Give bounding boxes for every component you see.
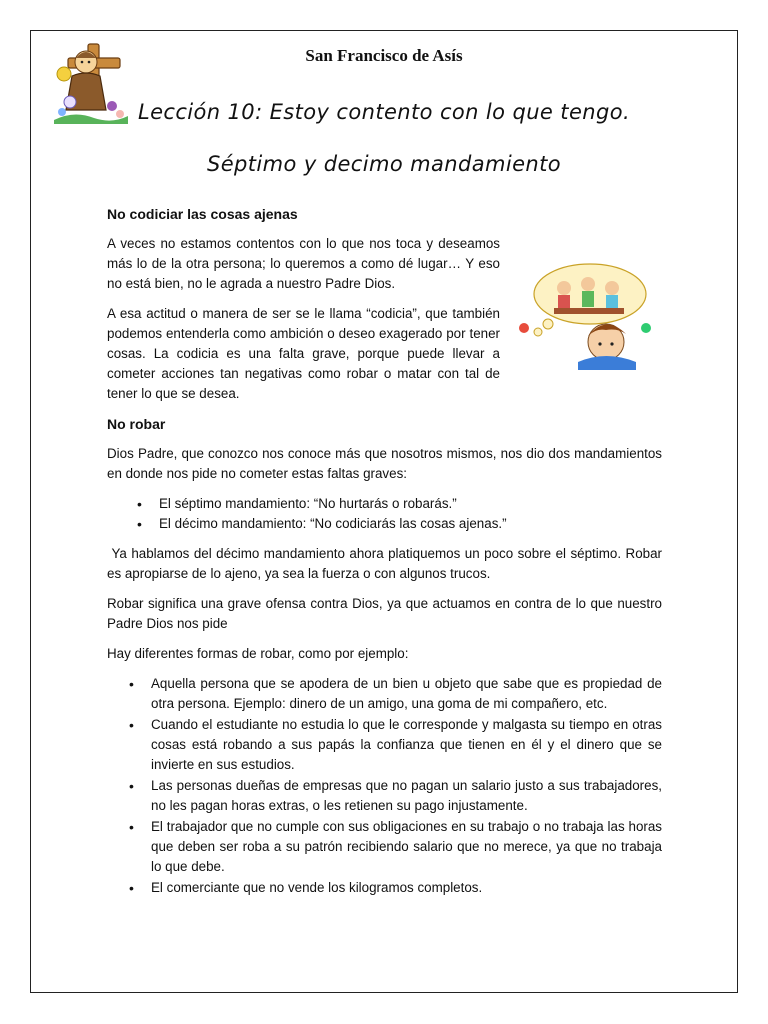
list-item: • Las personas dueñas de empresas que no pagan un salario justo a sus trabajadores, no les pagan horas extras, o les retienen su pago injustamente.: [107, 776, 662, 816]
section-heading-codicia: No codiciar las cosas ajenas: [107, 206, 298, 222]
lesson-content: [107, 204, 666, 908]
school-name: San Francisco de Asís: [305, 46, 463, 65]
list-item: • El trabajador que no cumple con sus obligaciones en su trabajo o no trabaja las horas que deben ser roba a su patrón recibiendo salario que no merece, ya que no trabaja lo que debe.: [107, 817, 662, 877]
paragraph-ofensa: Robar significa una grave ofensa contra Dios, ya que actuamos en contra de lo que nuestro Padre Dios nos pide: [107, 596, 662, 631]
paragraph-commandments-intro: Dios Padre, que conozco nos conoce más que nosotros mismos, nos dio dos mandamientos en donde nos pide no cometer estas faltas graves:: [107, 446, 662, 481]
list-item: • El comerciante que no vende los kilogramos completos.: [107, 878, 662, 898]
list-item: • Cuando el estudiante no estudia lo que le corresponde y malgasta su tiempo en otras cosas está robando a sus papás la confianza que tienen en él y el dinero que se invierte en sus estudios.: [107, 715, 662, 775]
lesson-subtitle: Séptimo y decimo mandamiento: [207, 152, 561, 176]
paragraph-formas: Hay diferentes formas de robar, como por ejemplo:: [107, 646, 409, 661]
paragraph-septimo: Ya hablamos del décimo mandamiento ahora platiquemos un poco sobre el séptimo. Robar es apropiarse de lo ajeno, ya sea la fuerza o con algunos trucos.: [107, 546, 666, 581]
list-item: • El décimo mandamiento: “No codiciarás las cosas ajenas.”: [107, 514, 662, 534]
commandments-list: [107, 494, 662, 534]
list-item: • Aquella persona que se apodera de un bien u objeto que sabe que es propiedad de otra persona. Ejemplo: dinero de un amigo, una goma de mi compañero, etc.: [107, 674, 662, 714]
paragraph-codicia-1: A veces no estamos contentos con lo que nos toca y deseamos más lo de la otra persona; lo queremos a como dé lugar… Y eso no está bien, no le agrada a nuestro Padre Dios.: [107, 236, 500, 291]
paragraph-codicia-2: A esa actitud o manera de ser se le llama “codicia”, que también podemos entenderla como ambición o deseo exagerado por tener cosas. La codicia es una falta grave, porque puede llevar a cometer acciones tan negativas como robar o matar con tal de tener lo que se desea.: [107, 306, 500, 401]
boy-thinking-illustration-icon: [508, 258, 662, 370]
section-heading-no-robar: No robar: [107, 416, 166, 432]
examples-list: [107, 674, 662, 898]
lesson-title: Lección 10: Estoy contento con lo que tengo.: [137, 100, 631, 124]
list-item: • El séptimo mandamiento: “No hurtarás o robarás.”: [107, 494, 662, 514]
